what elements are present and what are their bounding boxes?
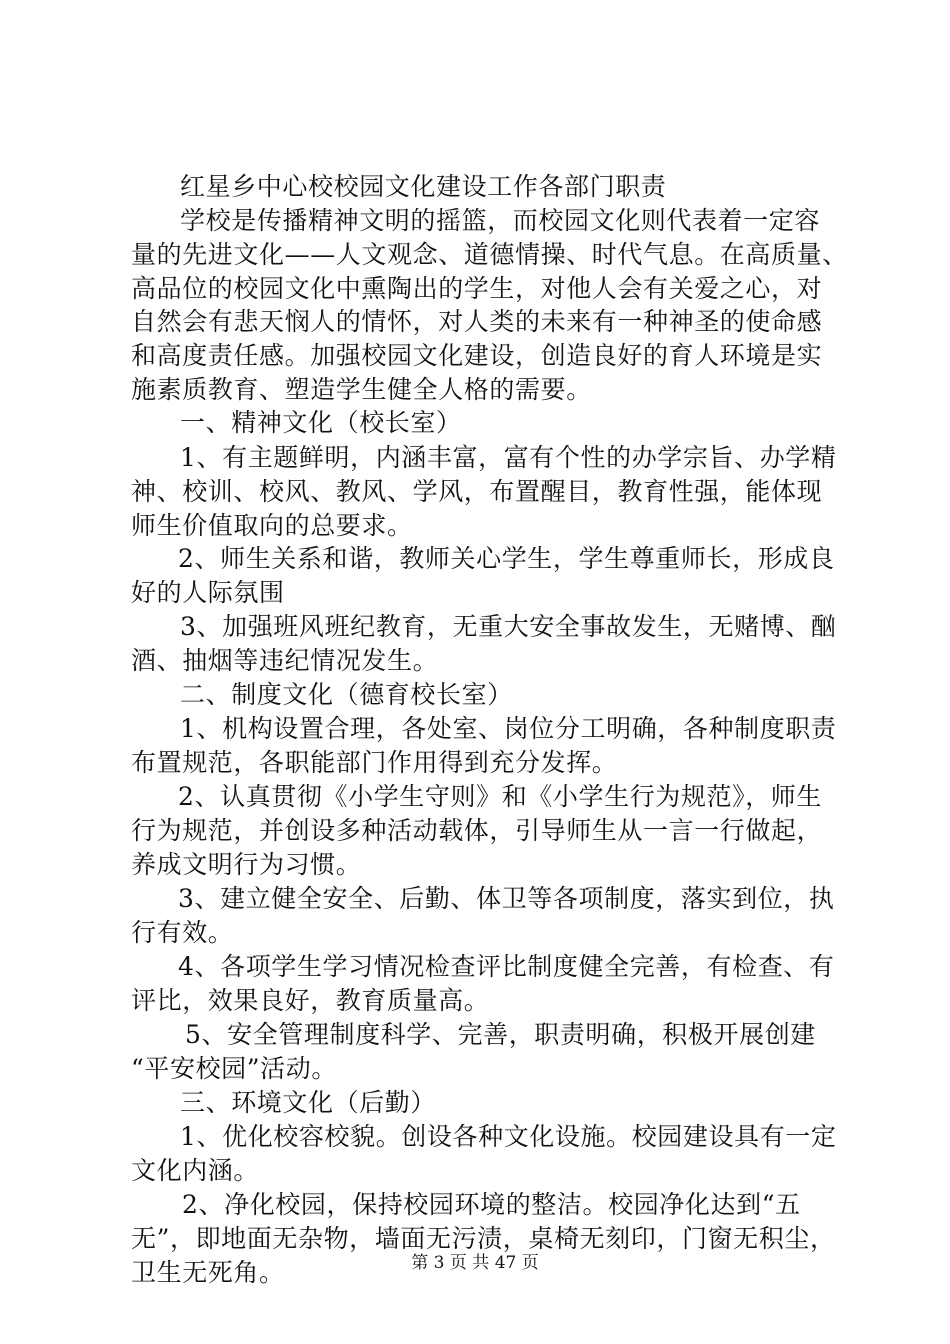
text-line: 1、有主题鲜明，内涵丰富，富有个性的办学宗旨、办学精 xyxy=(180,443,837,472)
text-line: 2、师生关系和谐，教师关心学生，学生尊重师长，形成良 xyxy=(178,544,835,573)
text-line: “平安校园”活动。 xyxy=(131,1054,337,1083)
text-line: 3、加强班风班纪教育，无重大安全事故发生，无赌博、酗 xyxy=(180,612,837,641)
section-heading: 二、制度文化（德育校长室） xyxy=(180,680,513,709)
text-line: 行为规范，并创设多种活动载体，引导师生从一言一行做起， xyxy=(131,816,823,845)
text-line: 布置规范，各职能部门作用得到充分发挥。 xyxy=(131,748,618,777)
text-line: 高品位的校园文化中熏陶出的学生，对他人会有关爱之心，对 xyxy=(131,274,823,303)
text-line: 施素质教育、塑造学生健全人格的需要。 xyxy=(131,375,592,404)
text-line: 无”，即地面无杂物，墙面无污渍，桌椅无刻印，门窗无积尘， xyxy=(131,1224,836,1253)
text-line: 养成文明行为习惯。 xyxy=(131,850,362,879)
text-line: 神、校训、校风、教风、学风，布置醒目，教育性强，能体现 xyxy=(131,477,823,506)
page-number-footer: 第 3 页 共 47 页 xyxy=(411,1253,539,1273)
text-line: 1、优化校容校貌。创设各种文化设施。校园建设具有一定 xyxy=(180,1122,837,1151)
text-line: 学校是传播精神文明的摇篮，而校园文化则代表着一定容 xyxy=(180,206,821,235)
text-line: 1、机构设置合理，各处室、岗位分工明确，各种制度职责 xyxy=(180,714,837,743)
text-line: 师生价值取向的总要求。 xyxy=(131,511,413,540)
document-title: 红星乡中心校校园文化建设工作各部门职责 xyxy=(180,172,667,201)
text-line: 卫生无死角。 xyxy=(131,1258,285,1287)
section-heading: 一、精神文化（校长室） xyxy=(180,408,462,437)
section-heading: 三、环境文化（后勤） xyxy=(180,1088,437,1117)
text-line: 评比，效果良好，教育质量高。 xyxy=(131,986,490,1015)
text-line: 5、安全管理制度科学、完善，职责明确，积极开展创建 xyxy=(185,1020,816,1049)
text-line: 2、净化校园，保持校园环境的整洁。校园净化达到“五 xyxy=(182,1190,801,1219)
text-line: 3、建立健全安全、后勤、体卫等各项制度，落实到位，执 xyxy=(178,884,835,913)
text-line: 自然会有悲天悯人的情怀，对人类的未来有一种神圣的使命感 xyxy=(131,307,823,336)
text-line: 2、认真贯彻《小学生守则》和《小学生行为规范》，师生 xyxy=(178,782,823,811)
text-line: 量的先进文化——人文观念、道德情操、时代气息。在高质量、 xyxy=(131,240,848,269)
text-line: 酒、抽烟等违纪情况发生。 xyxy=(131,646,439,675)
text-line: 和高度责任感。加强校园文化建设，创造良好的育人环境是实 xyxy=(131,341,823,370)
text-line: 好的人际氛围 xyxy=(131,578,285,607)
text-line: 4、各项学生学习情况检查评比制度健全完善，有检查、有 xyxy=(178,952,835,981)
text-line: 行有效。 xyxy=(131,918,234,947)
text-line: 文化内涵。 xyxy=(131,1156,260,1185)
